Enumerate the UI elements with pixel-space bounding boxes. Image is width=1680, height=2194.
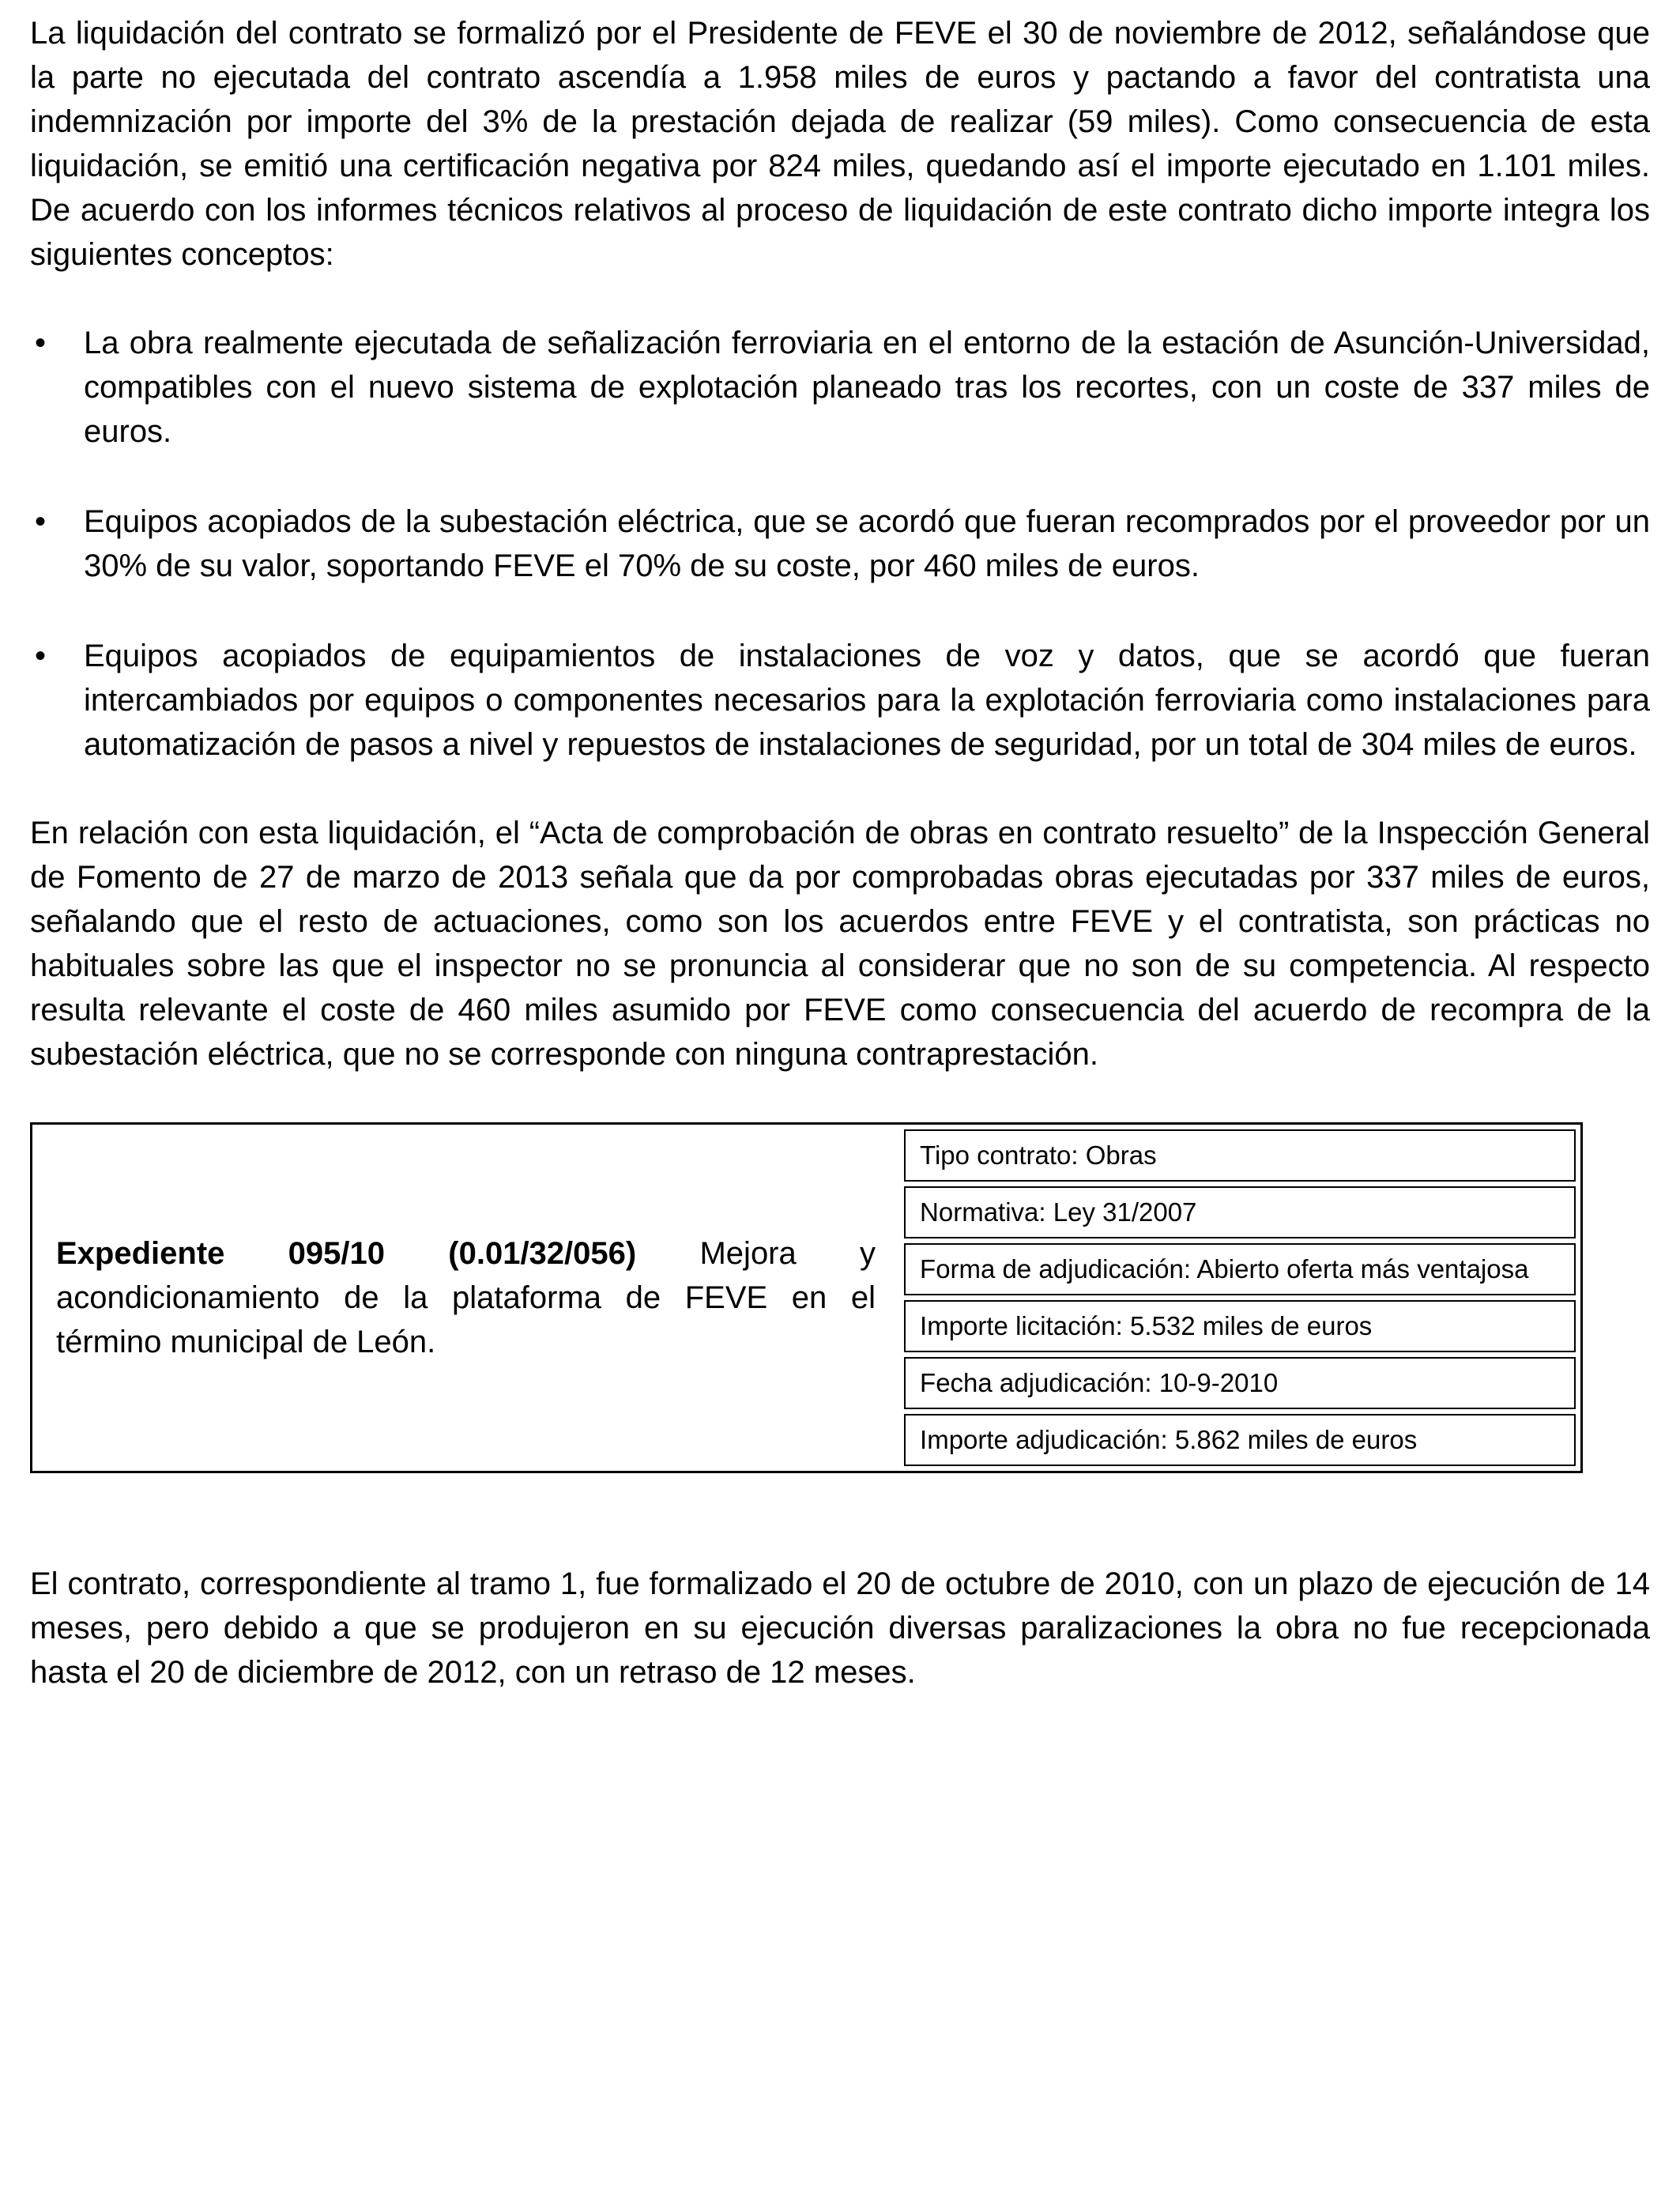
contract-description: Mejora y acondicionamiento de la plataforma de FEVE en el término municipal de León.: [56, 1236, 876, 1359]
table-row-fecha-adjudicacion: Fecha adjudicación: 10-9-2010: [904, 1357, 1576, 1409]
document-page: [30, 11, 1650, 1695]
bullet-icon: •: [35, 639, 47, 673]
list-item: [30, 321, 1650, 454]
table-row-normativa: Normativa: Ley 31/2007: [904, 1186, 1576, 1238]
list-item-text: Equipos acopiados de la subestación eléctrica, que se acordó que fueran recomprados por el proveedor por un 30% de su valor, soportando FEVE el 70% de su coste, por 460 miles de euros.: [84, 504, 1650, 583]
table-row-tipo-contrato: Tipo contrato: Obras: [904, 1129, 1576, 1182]
list-item: [30, 634, 1650, 767]
contract-summary-table: [30, 1122, 1583, 1473]
table-row-forma-adjudicacion: Forma de adjudicación: Abierto oferta más ventajosa: [904, 1243, 1576, 1295]
contract-title: [56, 1231, 876, 1364]
closing-paragraph: El contrato, correspondiente al tramo 1, fue formalizado el 20 de octubre de 2010, con un plazo de ejecución de 14 meses, pero debido a que se produjeron en su ejecución diversas paralizaciones la obra no fue recepcionada hasta el 20 de diciembre de 2012, con un retraso de 12 meses.: [30, 1566, 1650, 1690]
concepts-list: [30, 321, 1650, 767]
contract-details-column: [899, 1125, 1580, 1471]
list-item: [30, 499, 1650, 588]
contract-id: Expediente 095/10 (0.01/32/056): [56, 1236, 637, 1271]
table-row-importe-adjudicacion: Importe adjudicación: 5.862 miles de euros: [904, 1414, 1576, 1466]
contract-title-cell: [32, 1125, 899, 1471]
liquidation-paragraph: En relación con esta liquidación, el “Acta de comprobación de obras en contrato resuelto” de la Inspección General de Fomento de 27 de marzo de 2013 señala que da por comprobadas obras ejecutadas por 337 miles de euros, señalando que el resto de actuaciones, como son los acuerdos entre FEVE y el contratista, son prácticas no habituales sobre las que el inspector no se pronuncia al considerar que no son de su competencia. Al respecto resulta relevante el coste de 460 miles asumido por FEVE como consecuencia del acuerdo de recompra de la subestación eléctrica, que no se corresponde con ninguna contraprestación.: [30, 816, 1650, 1072]
list-item-text: La obra realmente ejecutada de señalización ferroviaria en el entorno de la estación de Asunción-Universidad, compatibles con el nuevo sistema de explotación planeado tras los recortes, con un coste de 337 miles de euros.: [84, 326, 1650, 449]
bullet-icon: •: [35, 326, 47, 360]
list-item-text: Equipos acopiados de equipamientos de instalaciones de voz y datos, que se acordó que fueran intercambiados por equipos o componentes necesarios para la explotación ferroviaria como instalaciones para automatización de pasos a nivel y repuestos de instalaciones de seguridad, por un total de 304 miles de euros.: [84, 639, 1650, 762]
intro-paragraph: La liquidación del contrato se formalizó por el Presidente de FEVE el 30 de noviembre de 2012, señalándose que la parte no ejecutada del contrato ascendía a 1.958 miles de euros y pactando a favor del contratista una indemnización por importe del 3% de la prestación dejada de realizar (59 miles). Como consecuencia de esta liquidación, se emitió una certificación negativa por 824 miles, quedando así el importe ejecutado en 1.101 miles. De acuerdo con los informes técnicos relativos al proceso de liquidación de este contrato dicho importe integra los siguientes conceptos:: [30, 16, 1650, 272]
table-row-importe-licitacion: Importe licitación: 5.532 miles de euros: [904, 1300, 1576, 1352]
bullet-icon: •: [35, 504, 47, 539]
